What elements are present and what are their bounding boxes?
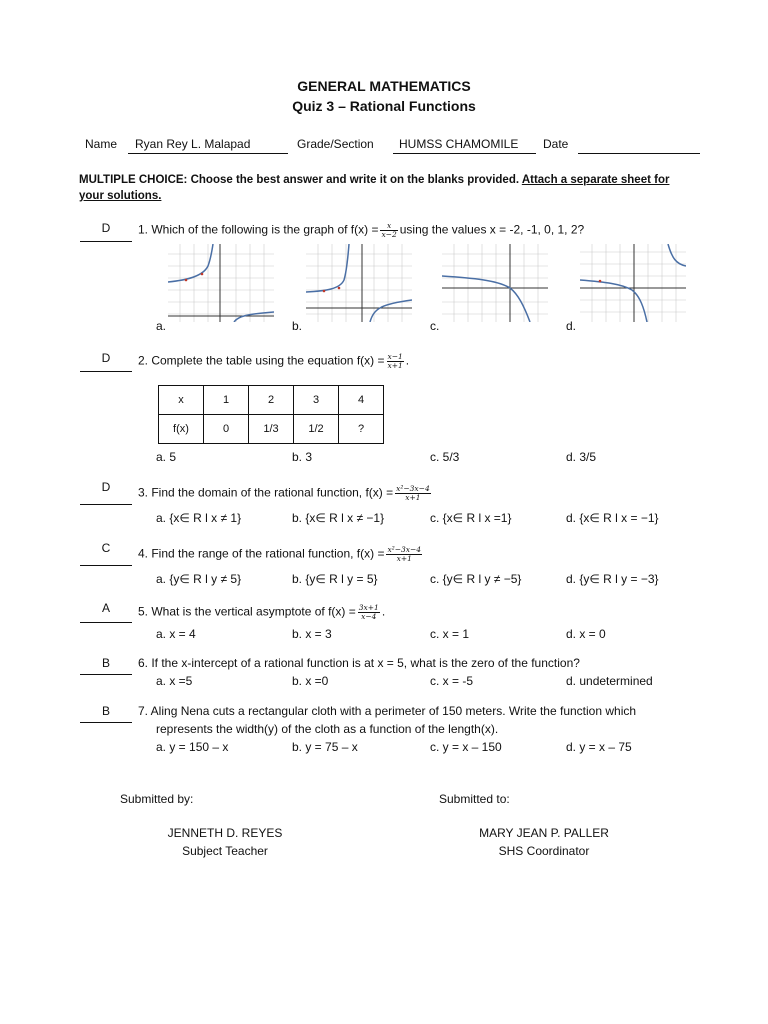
answer-1: D: [101, 221, 111, 235]
question-6: 6. If the x-intercept of a rational function is at x = 5, what is the zero of the function?: [138, 656, 580, 670]
choice-7c: c. y = x – 150: [430, 740, 502, 754]
choice-3a: a. {x∈ R l x ≠ 1}: [156, 511, 242, 525]
question-3-fraction: $\frac{\text{x²−3x−4}}{x+1}$: [396, 484, 430, 502]
question-4: 4. Find the range of the rational function, f(x) = $\frac{\text{x²−3x−4}}{x+1}$: [138, 545, 422, 563]
choice-4a: a. {y∈ R l y ≠ 5}: [156, 572, 242, 586]
graph-c: [442, 244, 548, 322]
choice-4c: c. {y∈ R l y ≠ −5}: [430, 572, 522, 586]
grade-value: HUMSS CHAMOMILE: [399, 137, 519, 151]
question-1: 1. Which of the following is the graph of f(x) = $\frac{x}{x-2}$ using the values x = -2, -1, 0, 1, 2?: [138, 221, 585, 239]
question-7: 7. Aling Nena cuts a rectangular cloth with a perimeter of 150 meters. Write the function which: [138, 704, 637, 718]
answer-5: A: [101, 601, 110, 615]
table-cell: 3: [294, 386, 339, 415]
table-row: [159, 386, 384, 415]
choice-3d: d. {x∈ R l x = −1}: [566, 511, 659, 525]
table-cell: 2: [249, 386, 294, 415]
answer-3: D: [101, 480, 111, 494]
choice-2b: b. 3: [292, 450, 313, 464]
grade-label: Grade/Section: [297, 137, 374, 151]
choice-2d: d. 3/5: [566, 450, 597, 464]
choice-2c: c. 5/3: [430, 450, 460, 464]
choice-6a: a. x =5: [156, 674, 193, 688]
graph-c-label: c.: [430, 319, 440, 333]
document-title: GENERAL MATHEMATICS: [297, 78, 471, 94]
grade-underline: [393, 153, 536, 154]
answer-blank-4: [80, 565, 132, 566]
table-row: [159, 415, 384, 444]
date-underline: [578, 153, 700, 154]
answer-blank-3: [80, 504, 132, 505]
submitted-by-label: Submitted by:: [120, 792, 194, 806]
document-subtitle: Quiz 3 – Rational Functions: [292, 98, 476, 114]
choice-3b: b. {x∈ R l x ≠ −1}: [292, 511, 385, 525]
table-cell: ?: [339, 415, 384, 444]
table-cell: 4: [339, 386, 384, 415]
choice-7d: d. y = x – 75: [566, 740, 632, 754]
name-underline: [128, 153, 288, 154]
choice-4b: b. {y∈ R l y = 5}: [292, 572, 378, 586]
answer-4: C: [101, 541, 111, 555]
answer-6: B: [101, 656, 110, 670]
graph-a: [168, 244, 274, 322]
question-2-fraction: $\frac{x-1}{x+1}$: [387, 352, 403, 370]
graph-d-label: d.: [566, 319, 577, 333]
answer-blank-5: [80, 622, 132, 623]
question-3: 3. Find the domain of the rational function, f(x) = $\frac{\text{x²−3x−4}}{x+1}$: [138, 484, 430, 502]
answer-blank-1: [80, 241, 132, 242]
answer-7: B: [101, 704, 110, 718]
choice-6d: d. undetermined: [566, 674, 653, 688]
answer-blank-6: [80, 674, 132, 675]
graph-b-label: b.: [292, 319, 303, 333]
question-7-line-2: represents the width(y) of the cloth as a function of the length(x).: [156, 722, 499, 736]
teacher-role: Subject Teacher: [182, 844, 268, 858]
table-cell: 1/2: [294, 415, 339, 444]
table-cell: 0: [204, 415, 249, 444]
choice-7b: b. y = 75 – x: [292, 740, 358, 754]
answer-blank-7: [80, 722, 132, 723]
choice-5b: b. x = 3: [292, 627, 332, 641]
question-4-fraction: $\frac{\text{x²−3x−4}}{x+1}$: [387, 545, 422, 563]
choice-4d: d. {y∈ R l y = −3}: [566, 572, 659, 586]
choice-6c: c. x = -5: [430, 674, 474, 688]
question-2: 2. Complete the table using the equation f(x) = $\frac{x-1}{x+1}$ .: [138, 352, 410, 370]
table-cell: x: [159, 386, 204, 415]
choice-7a: a. y = 150 – x: [156, 740, 229, 754]
graph-d: [580, 244, 686, 322]
choice-3c: c. {x∈ R l x =1}: [430, 511, 512, 525]
choice-5d: d. x = 0: [566, 627, 606, 641]
graph-b: [306, 244, 412, 322]
question-5: 5. What is the vertical asymptote of f(x) = $\frac{3x+1}{x-4}$ .: [138, 603, 386, 621]
name-label: Name: [85, 137, 118, 151]
choice-5c: c. x = 1: [430, 627, 470, 641]
coordinator-name: MARY JEAN P. PALLER: [479, 826, 609, 840]
submitted-to-label: Submitted to:: [439, 792, 510, 806]
answer-2: D: [101, 351, 111, 365]
choice-2a: a. 5: [156, 450, 177, 464]
question-5-fraction: $\frac{3x+1}{x-4}$: [358, 603, 379, 621]
table-cell: f(x): [159, 415, 204, 444]
coordinator-role: SHS Coordinator: [498, 844, 590, 858]
name-value: Ryan Rey L. Malapad: [135, 137, 251, 151]
choice-5a: a. x = 4: [156, 627, 196, 641]
graph-a-label: a.: [156, 319, 167, 333]
table-cell: 1/3: [249, 415, 294, 444]
values-table: [158, 385, 384, 444]
date-label: Date: [543, 137, 569, 151]
instructions: MULTIPLE CHOICE: Choose the best answer and write it on the blanks provided. Attach a separate sheet for: [79, 174, 670, 186]
teacher-name: JENNETH D. REYES: [167, 826, 283, 840]
table-cell: 1: [204, 386, 249, 415]
question-1-fraction: $\frac{x}{x-2}$: [381, 221, 397, 239]
choice-6b: b. x =0: [292, 674, 329, 688]
answer-blank-2: [80, 371, 132, 372]
instructions-continued: your solutions.: [79, 190, 162, 202]
